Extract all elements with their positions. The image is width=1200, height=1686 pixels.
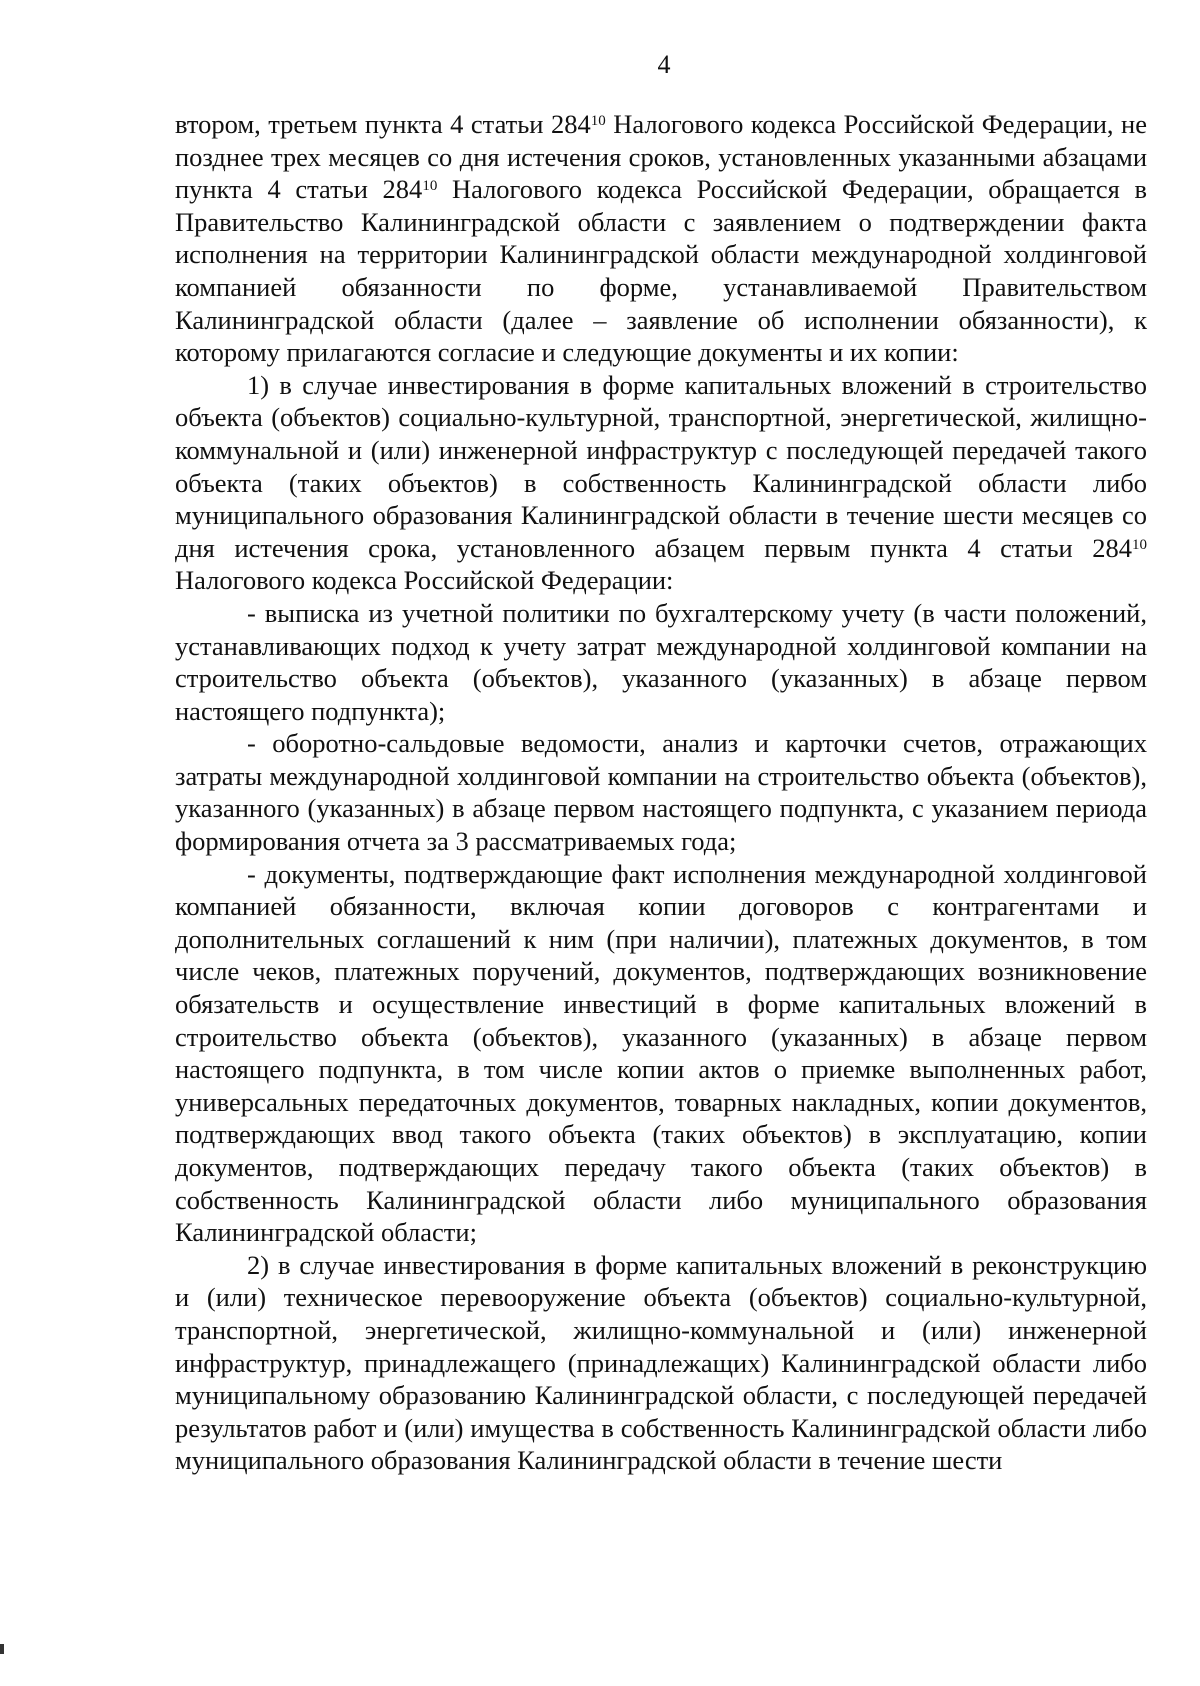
- superscript: 10: [1132, 536, 1147, 553]
- paragraph-bullet: - оборотно-сальдовые ведомости, анализ и карточки счетов, отражающих затраты международной холдинговой компании на строительство объекта (объектов), указанного (указанных) в абзаце первом настоящего подпункта, с указанием периода формирования отчета за 3 рассматриваемых года;: [175, 728, 1147, 857]
- text-run: Налогового кодекса Российской Федерации:: [175, 565, 674, 596]
- paragraph-item-2: 2) в случае инвестирования в форме капитальных вложений в реконструкцию и (или) техническое перевооружение объекта (объектов) социально-культурной, транспортной, энергетической, жилищно-коммунальной и (или) инженерной инфраструктур, принадлежащего (принадлежащих) Калининградской области либо муниципальному образованию Калининградской области, с последующей передачей результатов работ и (или) имущества в собственность Калининградской области либо муниципального образования Калининградской области в течение шести: [175, 1249, 1147, 1476]
- paragraph-continuation: [175, 108, 1147, 369]
- document-body: [175, 108, 1147, 1477]
- text-run: 1) в случае инвестирования в форме капитальных вложений в строительство объекта (объектов) социально-культурной, транспортной, энергетической, жилищно-коммунальной и (или) инженерной инфраструктур с последующей передачей такого объекта (таких объектов) в собственность Калининградской области либо муниципального образования Калининградской области в течение шести месяцев со дня истечения срока, установленного абзацем первым пункта 4 статьи 284: [175, 369, 1147, 563]
- text-run: втором, третьем пункта 4 статьи 284: [175, 109, 591, 139]
- scan-artifact: [0, 1644, 4, 1654]
- paragraph-bullet: - выписка из учетной политики по бухгалтерскому учету (в части положений, устанавливающих подход к учету затрат международной холдинговой компании на строительство объекта (объектов), указанного (указанных) в абзаце первом настоящего подпункта);: [175, 597, 1147, 726]
- paragraph-bullet: - документы, подтверждающие факт исполнения международной холдинговой компанией обязанности, включая копии договоров с контрагентами и дополнительных соглашений к ним (при наличии), платежных документов, в том числе чеков, платежных поручений, документов, подтверждающих возникновение обязательств и осуществление инвестиций в форме капитальных вложений в строительство объекта (объектов), указанного (указанных) в абзаце первом настоящего подпункта, в том числе копии актов о приемке выполненных работ, универсальных передаточных документов, товарных накладных, копии документов, подтверждающих ввод такого объекта (таких объектов) в эксплуатацию, копии документов, подтверждающих передачу такого объекта (таких объектов) в собственность Калининградской области либо муниципального образования Калининградской области;: [175, 858, 1147, 1248]
- text-run: Налогового кодекса Российской Федерации, не позднее трех месяцев со дня истечения сроков, установленных указанными абзацами пункта 4 статьи 284: [175, 109, 1148, 205]
- superscript: 10: [422, 177, 438, 194]
- text-run: Налогового кодекса Российской Федерации, обращается в Правительство Калининградской области с заявлением о подтверждении факта исполнения на территории Калининградской области международной холдинговой компанией обязанности по форме, устанавливаемой Правительством Калининградской области (далее – заявление об исполнении обязанности), к которому прилагаются согласие и следующие документы и их копии:: [175, 174, 1147, 368]
- paragraph-item-1: [175, 369, 1147, 597]
- page-number: 4: [657, 50, 671, 79]
- superscript: 10: [590, 112, 606, 129]
